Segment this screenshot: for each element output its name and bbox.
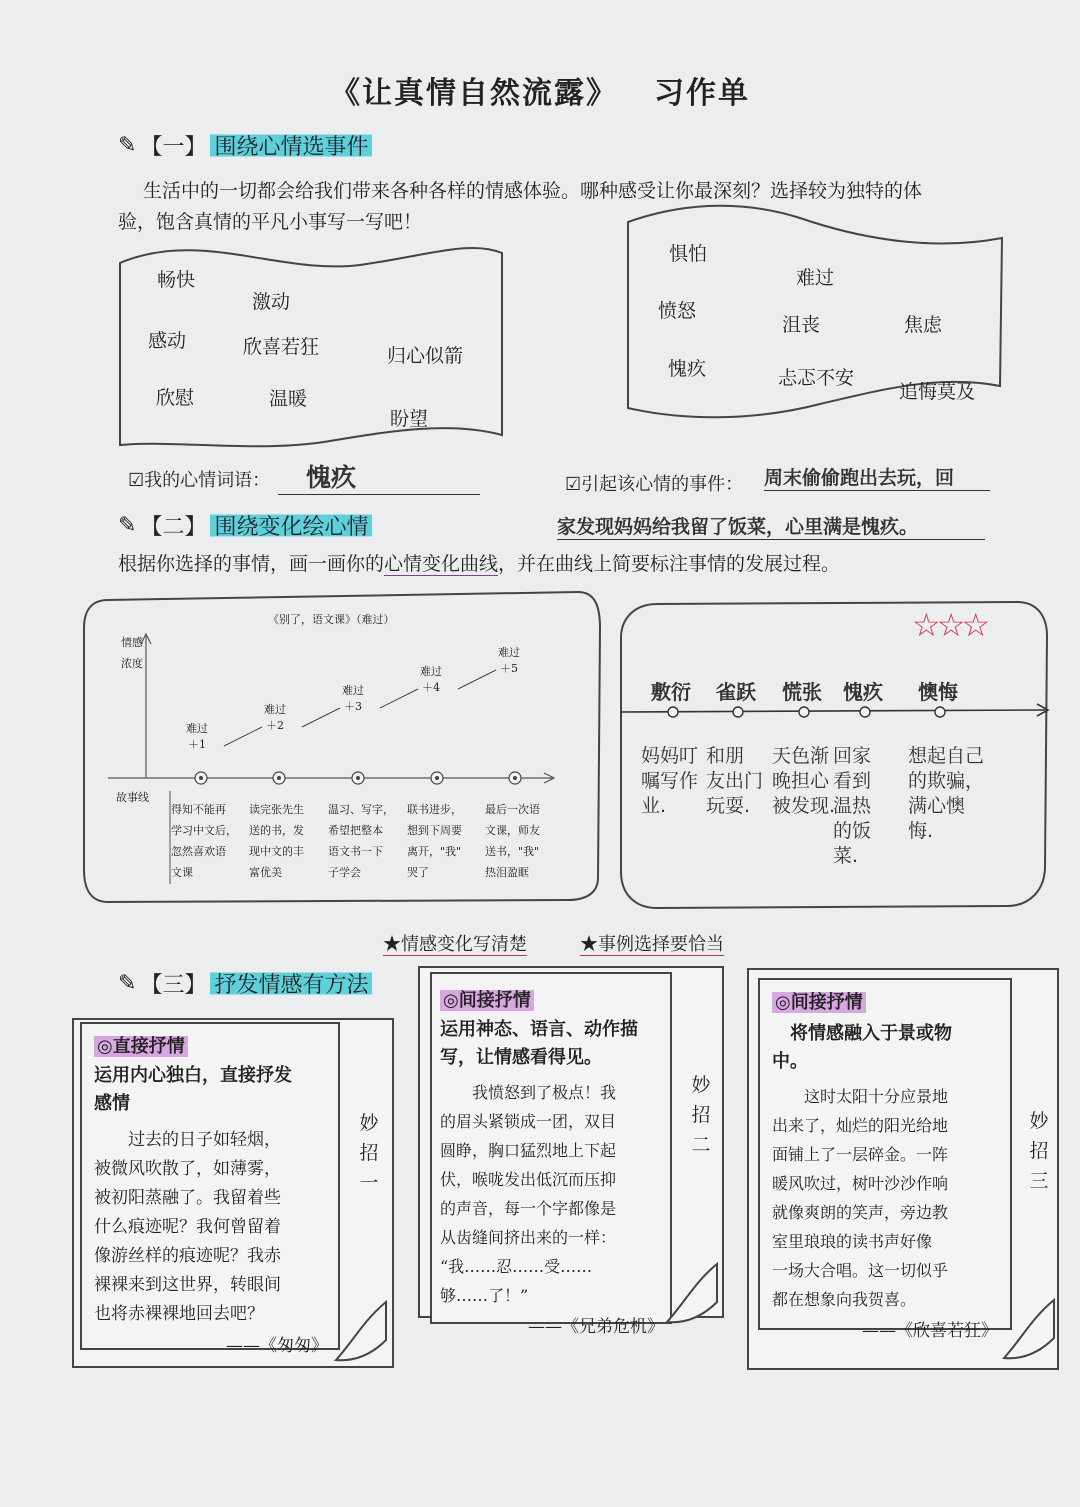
- storyline-dot-center: [199, 776, 203, 780]
- my-story-event-line: 回家: [833, 745, 872, 767]
- card3-source: ——《欣喜若狂》: [862, 1321, 998, 1341]
- page-curl-icon: [665, 1262, 725, 1332]
- card1-tag: ◎直接抒情: [94, 1036, 188, 1057]
- my-mood-label: 雀跃: [716, 680, 756, 704]
- word-guixinsijian: 归心似箭: [387, 345, 464, 367]
- my-storyline-dot: [935, 707, 945, 717]
- pencil-icon: ✎: [118, 513, 137, 538]
- excerpt-line: 就像爽朗的笑声，旁边教: [772, 1203, 949, 1222]
- my-story-event-line: 满心懊: [908, 795, 966, 817]
- excerpt-line: 过去的日子如轻烟，: [128, 1130, 281, 1150]
- story-event-line: 想到下周要: [407, 824, 462, 837]
- section1-number: 【一】: [140, 135, 207, 160]
- word-changkuai: 畅快: [157, 269, 196, 291]
- side-label-char: 二: [691, 1134, 711, 1156]
- excerpt-line: 被微风吹散了，如薄雾，: [94, 1159, 281, 1179]
- side-label-char: 招: [1029, 1140, 1049, 1162]
- card3-excerpt: [772, 1082, 1004, 1314]
- story-event-line: 子学会: [328, 866, 361, 879]
- emotion-curve-segment: [380, 689, 418, 708]
- emotion-point-label: [264, 702, 286, 734]
- section2-title: 围绕变化绘心情: [210, 510, 372, 541]
- emotion-point-value: ＋1: [188, 738, 206, 751]
- mood-label: ☑我的心情词语：: [128, 470, 271, 491]
- card2-method-1: 运用神态、语言、动作描: [440, 1019, 638, 1040]
- example-ylabel-1: 情感: [121, 636, 143, 649]
- story-event-line: 热泪盈眶: [485, 866, 529, 879]
- story-event-line: 送的书，发: [249, 824, 304, 837]
- storyline-dot-center: [277, 776, 281, 780]
- side-label-char: 招: [691, 1104, 711, 1126]
- my-storyline-dot: [733, 707, 743, 717]
- section2-number: 【二】: [140, 515, 207, 540]
- side-label-char: 妙: [1029, 1110, 1049, 1132]
- my-story-event-line: 晚担心: [772, 770, 830, 792]
- emotion-point-label: [498, 645, 520, 677]
- my-story-event-line: 菜.: [833, 845, 859, 867]
- section2-intro: [118, 548, 1018, 580]
- my-storyline-dot: [799, 707, 809, 717]
- card2-excerpt: [440, 1078, 664, 1310]
- story-event-line: 得知不能再: [171, 803, 226, 816]
- word-jidong: 激动: [252, 291, 291, 313]
- section2-intro-highlight: 心情变化曲线: [384, 553, 499, 575]
- example-xlabel: 故事线: [116, 791, 149, 804]
- card1-side-label: [358, 1108, 380, 1198]
- my-mood-label: 懊悔: [918, 680, 958, 704]
- my-story-event: [641, 744, 698, 819]
- word-wennuan: 温暖: [269, 388, 308, 410]
- emotion-point-label: [186, 721, 208, 753]
- storyline-dot-center: [356, 776, 360, 780]
- excerpt-line: 圆睁，胸口猛烈地上下起: [440, 1141, 617, 1160]
- my-story-event-line: 的饭: [833, 820, 872, 842]
- emotion-curve-segment: [224, 727, 262, 746]
- card1-source: ——《匆匆》: [226, 1336, 328, 1356]
- my-story-event-line: 看到: [833, 770, 872, 792]
- section2-intro-post: ，并在曲线上简要标注事情的发展过程。: [498, 553, 841, 575]
- excerpt-line: 面铺上了一层碎金。一阵: [772, 1145, 949, 1164]
- title-sub: 习作单: [654, 76, 750, 111]
- word-jupa: 惧怕: [669, 243, 708, 265]
- word-jiaolv: 焦虑: [904, 314, 943, 336]
- story-event-line: 文课: [171, 866, 193, 879]
- tip-emotion-change: ★情感变化写清楚: [383, 934, 527, 955]
- my-story-event-line: 被发现.: [772, 795, 836, 817]
- section3-title: 抒发情感有方法: [210, 968, 372, 999]
- my-story-event-line: 想起自己: [908, 745, 985, 767]
- story-event-line: 语文书一下: [328, 845, 383, 858]
- word-gandong: 感动: [148, 330, 187, 352]
- excerpt-line: 我愤怒到了极点！我: [472, 1083, 617, 1102]
- card3-method-1: 将情感融入于景或物: [790, 1023, 952, 1044]
- word-tantebuan: 忐忑不安: [778, 367, 855, 389]
- tip-example-choice: ★事例选择要恰当: [580, 934, 724, 955]
- event-line1: 周末偷偷跑出去玩，回: [764, 463, 990, 491]
- excerpt-line: 够……了！”: [440, 1286, 529, 1305]
- emotion-point-label: [420, 664, 442, 696]
- my-story-event: [772, 744, 835, 819]
- emotion-point-name: 难过: [342, 684, 364, 697]
- section2-heading: [118, 510, 372, 541]
- emotion-point-label: [342, 683, 364, 715]
- card3-side-label: [1028, 1106, 1050, 1196]
- excerpt-line: 裸裸来到这世界，转眼间: [94, 1275, 281, 1295]
- storyline-dot-center: [513, 776, 517, 780]
- story-event-line: 希望把整本: [328, 824, 383, 837]
- emotion-point-value: ＋2: [266, 719, 284, 732]
- my-story-event-line: 温热: [833, 795, 872, 817]
- section3-heading: [118, 968, 372, 999]
- story-event: [249, 799, 319, 883]
- story-event-line: 学习中文后，: [171, 824, 237, 837]
- excerpt-line: 的眉头紧锁成一团，双目: [440, 1112, 617, 1131]
- card3-method-2: 中。: [772, 1051, 808, 1072]
- emotion-point-name: 难过: [498, 646, 520, 659]
- card2-side-label: [690, 1070, 712, 1160]
- story-event: [328, 799, 398, 883]
- word-nanguo: 难过: [796, 267, 835, 289]
- technique-card-1: [80, 1022, 340, 1356]
- story-event: [171, 799, 241, 883]
- excerpt-line: 什么痕迹呢？我何曾留着: [94, 1217, 281, 1237]
- section1-title: 围绕心情选事件: [210, 130, 372, 161]
- word-xinwei: 欣慰: [156, 387, 195, 409]
- story-event-line: 哭了: [407, 866, 429, 879]
- excerpt-line: 暖风吹过，树叶沙沙作响: [772, 1174, 949, 1193]
- card3-tag: ◎间接抒情: [772, 992, 866, 1013]
- excerpt-line: 一场大合唱。这一切似乎: [772, 1261, 949, 1280]
- excerpt-line: 从齿缝间挤出来的一样：: [440, 1228, 617, 1247]
- word-kuijiu: 愧疚: [668, 358, 707, 380]
- story-event-line: 送书，"我": [485, 845, 540, 858]
- emotion-curve-segment: [458, 670, 496, 689]
- storyline-dot-center: [435, 776, 439, 780]
- technique-card-2: [430, 972, 672, 1337]
- emotion-point-name: 难过: [420, 665, 442, 678]
- story-event: [485, 799, 555, 883]
- mood-value: 愧疚: [278, 458, 480, 495]
- excerpt-line: 室里琅琅的读书声好像: [772, 1232, 933, 1251]
- card1-method-1: 运用内心独白，直接抒发: [94, 1065, 292, 1086]
- my-story-event-line: 玩耍.: [706, 795, 751, 817]
- emotion-curve-segment: [302, 708, 340, 727]
- my-story-event-line: 妈妈叮: [641, 745, 699, 767]
- side-label-char: 三: [1029, 1170, 1049, 1192]
- my-storyline-dot: [668, 707, 678, 717]
- story-event-line: 最后一次语: [485, 803, 540, 816]
- event-line2: 家发现妈妈给我留了饭菜，心里满是愧疚。: [557, 512, 985, 540]
- story-event-line: 文课，师友: [485, 824, 540, 837]
- excerpt-line: 也将赤裸裸地回去吧？: [94, 1304, 264, 1324]
- technique-card-3: [758, 978, 1012, 1341]
- event-label: ☑引起该心情的事件：: [565, 474, 744, 495]
- excerpt-line: 被初阳蒸融了。我留着些: [94, 1188, 281, 1208]
- my-storyline-dot: [860, 707, 870, 717]
- side-label-char: 一: [359, 1172, 379, 1194]
- section1-heading: [118, 130, 372, 161]
- card2-method-2: 写，让情感看得见。: [440, 1047, 602, 1068]
- excerpt-line: 像游丝样的痕迹呢？我赤: [94, 1246, 281, 1266]
- emotion-point-name: 难过: [186, 722, 208, 735]
- my-story-event-line: 友出门: [706, 770, 764, 792]
- section3-number: 【三】: [140, 973, 207, 998]
- word-panwang: 盼望: [390, 408, 429, 430]
- star-rating-icon: ☆☆☆: [912, 606, 987, 644]
- word-xinxiruokuang: 欣喜若狂: [243, 336, 320, 358]
- card1-method-2: 感情: [94, 1093, 130, 1114]
- word-jusang: 沮丧: [782, 314, 821, 336]
- pencil-icon: ✎: [118, 133, 137, 158]
- my-story-event-line: 的欺骗，: [908, 770, 985, 792]
- excerpt-line: 这时太阳十分应景地: [804, 1087, 949, 1106]
- my-story-event-line: 嘱写作: [641, 770, 699, 792]
- story-event-line: 温习、写字，: [328, 803, 394, 816]
- title-main: 《让真情自然流露》: [330, 76, 618, 111]
- emotion-point-value: ＋5: [500, 662, 518, 675]
- emotion-point-name: 难过: [264, 703, 286, 716]
- word-zhuihuimoji: 追悔莫及: [899, 381, 976, 403]
- side-label-char: 妙: [359, 1112, 379, 1134]
- excerpt-line: 出来了，灿烂的阳光给地: [772, 1116, 949, 1135]
- example-ylabel-2: 浓度: [121, 657, 143, 670]
- side-label-char: 招: [359, 1142, 379, 1164]
- card1-excerpt: [94, 1126, 328, 1329]
- excerpt-line: “我……忍……受……: [440, 1257, 593, 1276]
- pencil-icon: ✎: [118, 971, 137, 996]
- my-story-event: [833, 744, 871, 869]
- story-event: [407, 799, 477, 883]
- section1-intro-line2: 验，饱含真情的平凡小事写一写吧！: [118, 211, 423, 233]
- story-event-line: 离开，"我": [407, 845, 462, 858]
- excerpt-line: 伏，喉咙发出低沉而压抑: [440, 1170, 617, 1189]
- story-event-line: 富优美: [249, 866, 282, 879]
- story-event-line: 忽然喜欢语: [171, 845, 226, 858]
- emotion-point-value: ＋3: [344, 700, 362, 713]
- my-mood-label: 慌张: [782, 680, 822, 704]
- worksheet-title: [0, 68, 1080, 112]
- my-story-event-line: 和朋: [706, 745, 745, 767]
- section2-intro-pre: 根据你选择的事情，画一画你的: [118, 553, 385, 575]
- my-story-event-line: 悔.: [908, 820, 934, 842]
- side-label-char: 妙: [691, 1074, 711, 1096]
- card2-source: ——《兄弟危机》: [528, 1317, 664, 1337]
- excerpt-line: 的声音，每一个字都像是: [440, 1199, 617, 1218]
- word-fennu: 愤怒: [658, 300, 697, 322]
- card2-tag: ◎间接抒情: [440, 990, 534, 1011]
- emotion-point-value: ＋4: [422, 681, 440, 694]
- my-mood-label: 愧疚: [843, 680, 883, 704]
- page-curl-icon: [1002, 1298, 1062, 1368]
- story-event-line: 联书进步，: [407, 803, 462, 816]
- example-chart-title: 《别了，语文课》（难过）: [268, 613, 395, 626]
- my-story-event-line: 天色渐: [772, 745, 830, 767]
- my-story-event: [908, 744, 984, 844]
- page-curl-icon: [334, 1300, 394, 1370]
- section1-intro-line1: 生活中的一切都会给我们带来各种各样的情感体验。哪种感受让你最深刻？选择较为独特的体: [143, 180, 923, 202]
- story-event-line: 读完张先生: [249, 803, 304, 816]
- excerpt-line: 都在想象向我贺喜。: [772, 1290, 917, 1309]
- my-mood-label: 敷衍: [651, 680, 691, 704]
- my-story-event-line: 业.: [641, 795, 667, 817]
- story-event-line: 现中文的丰: [249, 845, 304, 858]
- my-story-event: [706, 744, 763, 819]
